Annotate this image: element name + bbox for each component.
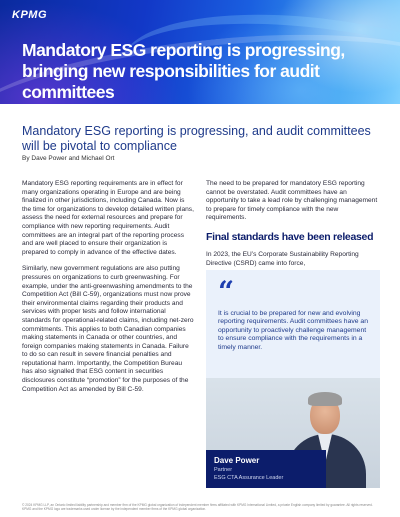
page-title: Mandatory ESG reporting is progressing, bringing new responsibilities for audit committees (22, 40, 345, 102)
quote-mark-icon: “ (218, 275, 235, 308)
article-subtitle: Mandatory ESG reporting is progressing, and audit committees will be pivotal to compliance (22, 124, 371, 153)
author-role: ESG CTA Assurance Leader (214, 475, 284, 481)
paragraph: In 2023, the EU’s Corporate Sustainability Reporting Directive (CSRD) came into force, (206, 250, 359, 267)
paragraph: The need to be prepared for mandatory ESG reporting cannot be overstated. Audit committees have an opportunity to take a lead role by challenging management to prepare for timely compliance with the new requirements. (206, 180, 378, 222)
paragraph: Mandatory ESG reporting requirements are in effect for many organizations operating in Europe and are being finalized in other jurisdictions, including Canada. Now is the time for organizations to develop detailed written plans, assess the need for external resources and prepare for compliance with new reporting requirements. Audit committees are an integral part of the reporting process and are well placed to ensure their organization is prepared to comply in advance of the effective dates. (22, 180, 194, 256)
name-plate (206, 450, 326, 488)
hero-banner (0, 0, 400, 104)
right-column (206, 180, 378, 276)
author-title: Partner (214, 467, 233, 473)
kpmg-logo: KPMG (12, 9, 47, 21)
author-name: Dave Power (214, 456, 260, 465)
person-hair (308, 392, 342, 406)
quote-card (206, 270, 380, 488)
footer-disclaimer: © 2024 KPMG LLP, an Ontario limited liability partnership and member firm of the KPMG global organization of independent member firms affiliated with KPMG International Limited, a private English company limited by guarantee. All rights reserved. KPMG and the KPMG logo are trademarks used under license by the independent member firms of the KPMG global organization. (22, 503, 373, 511)
section-heading: Final standards have been released (206, 230, 374, 243)
quote-text: It is crucial to be prepared for new and evolving reporting requirements. Audit committees have an opportunity to proactively challenge management to ensure compliance with the requirements in a timely manner. (218, 310, 368, 351)
left-column (22, 180, 194, 402)
paragraph: Similarly, new government regulations are also putting pressures on organizations to curb greenwashing. For example, under the anti-greenwashing amendments to the Competition Act (Bill C-59), organizations must now prove their environmental claims regarding their products and services with proper tests and follow international standards for operational-related claims, including net-zero commitments. This applies to both Canadian companies making statements in Canada or other countries, and foreign companies making statements in Canada. Failure to do so can result in severe financial penalties and reputational harm. Importantly, the Competition Bureau has also signalled that ESG content in securities disclosures constitute “promotion” for the purposes of the Competition Act as amended by Bill C-59. (22, 265, 194, 393)
byline: By Dave Power and Michael Ort (22, 155, 115, 162)
